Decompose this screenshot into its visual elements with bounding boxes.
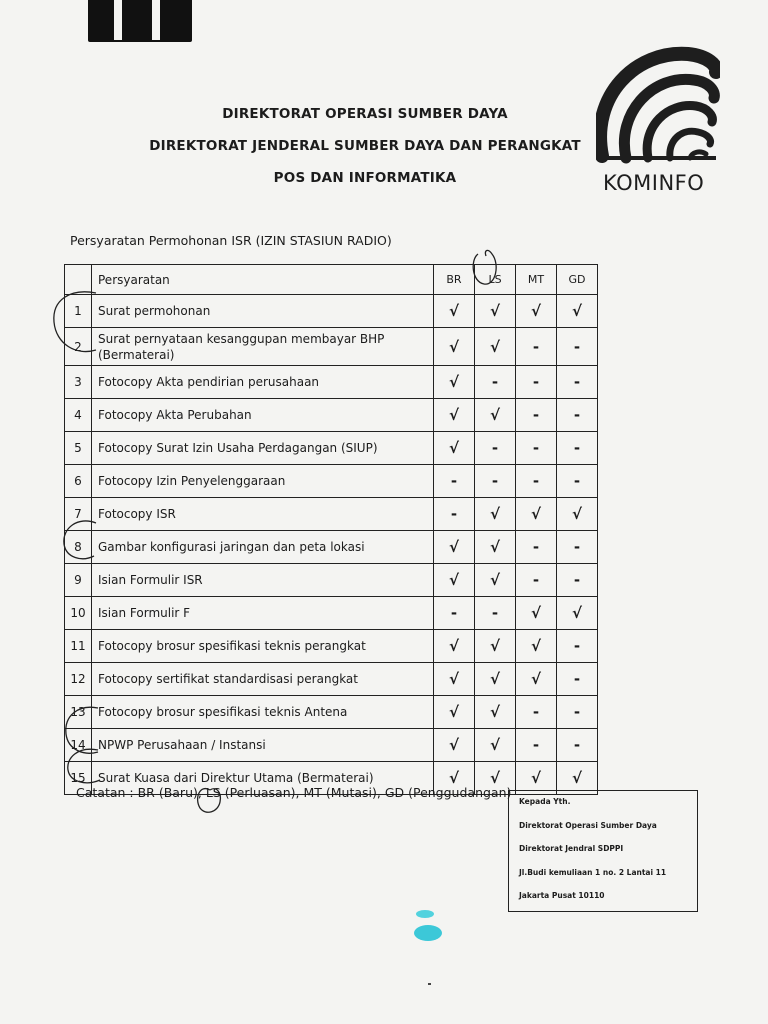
requirement-text: Fotocopy brosur spesifikasi teknis perangkat [92,630,434,663]
mark-ls: √ [475,696,516,729]
speck-mark [428,983,431,985]
mark-br: √ [434,399,475,432]
mark-ls: √ [475,564,516,597]
row-number: 9 [65,564,92,597]
mark-mt: - [516,696,557,729]
table-row [65,663,598,696]
table-row [65,432,598,465]
table-row [65,399,598,432]
mark-ls: √ [475,729,516,762]
mark-mt: √ [516,630,557,663]
mark-gd: - [557,564,598,597]
row-number: 5 [65,432,92,465]
row-number: 10 [65,597,92,630]
mark-br: √ [434,663,475,696]
mark-br: √ [434,729,475,762]
mark-ls: √ [475,531,516,564]
mark-mt: √ [516,498,557,531]
logo-wordmark: KOMINFO [603,171,705,195]
header-no [65,265,92,295]
mark-mt: - [516,729,557,762]
header-gd: GD [557,265,598,295]
mark-mt: √ [516,597,557,630]
address-box [508,790,698,912]
mark-br: √ [434,762,475,795]
row-number: 14 [65,729,92,762]
mark-ls: √ [475,295,516,328]
requirement-text: Fotocopy Surat Izin Usaha Perdagangan (SIUP) [92,432,434,465]
address-line: Direktorat Jendral SDPPI [519,844,624,853]
heading-line-2: DIREKTORAT JENDERAL SUMBER DAYA DAN PERANGKAT [149,138,581,154]
mark-ls: √ [475,328,516,366]
mark-br: - [434,597,475,630]
mark-ls: √ [475,630,516,663]
row-number: 7 [65,498,92,531]
heading-line-3: POS DAN INFORMATIKA [273,170,457,186]
table-row [65,597,598,630]
mark-mt: √ [516,762,557,795]
requirement-text: Fotocopy ISR [92,498,434,531]
mark-gd: - [557,630,598,663]
mark-ls: √ [475,762,516,795]
row-number: 15 [65,762,92,795]
table-header-row [65,265,598,295]
heading-line-1: DIREKTORAT OPERASI SUMBER DAYA [222,106,508,122]
mark-gd: - [557,432,598,465]
mark-gd: - [557,399,598,432]
mark-ls: - [475,465,516,498]
form-subtitle: Persyaratan Permohonan ISR (IZIN STASIUN RADIO) [70,233,392,248]
requirement-text: Fotocopy sertifikat standardisasi perangkat [92,663,434,696]
mark-gd: √ [557,597,598,630]
table-row [65,564,598,597]
mark-br: √ [434,531,475,564]
header-br: BR [434,265,475,295]
header-requirement: Persyaratan [92,265,434,295]
requirement-text: NPWP Perusahaan / Instansi [92,729,434,762]
mark-br: - [434,465,475,498]
mark-br: √ [434,564,475,597]
requirement-text: Fotocopy brosur spesifikasi teknis Antena [92,696,434,729]
table-row [65,366,598,399]
binder-clip [88,0,192,42]
ink-blot-mark [412,909,442,943]
mark-gd: - [557,465,598,498]
table-row [65,729,598,762]
mark-gd: - [557,366,598,399]
mark-br: √ [434,696,475,729]
header-ls: LS [475,265,516,295]
requirement-text: Fotocopy Izin Penyelenggaraan [92,465,434,498]
table-row [65,630,598,663]
mark-mt: - [516,564,557,597]
address-line: Direktorat Operasi Sumber Daya [519,820,657,830]
row-number: 11 [65,630,92,663]
table-row [65,498,598,531]
row-number: 4 [65,399,92,432]
binder-clip-gap [152,0,160,40]
mark-gd: √ [557,762,598,795]
mark-mt: - [516,531,557,564]
requirement-text: Fotocopy Akta pendirian perusahaan [92,366,434,399]
address-line: Jl.Budi kemuliaan 1 no. 2 Lantai 11 [519,867,667,877]
mark-mt: √ [516,663,557,696]
mark-br: √ [434,328,475,366]
mark-gd: √ [557,498,598,531]
legend-note: Catatan : BR (Baru), LS (Perluasan), MT (Mutasi), GD (Penggudangan) [76,785,512,800]
requirements-table [64,264,598,795]
row-number: 8 [65,531,92,564]
requirement-text: Isian Formulir F [92,597,434,630]
requirement-text: Surat permohonan [92,295,434,328]
row-number: 1 [65,295,92,328]
mark-gd: - [557,663,598,696]
mark-mt: - [516,432,557,465]
binder-clip-gap [114,0,122,40]
mark-ls: √ [475,498,516,531]
mark-br: √ [434,432,475,465]
mark-br: √ [434,630,475,663]
mark-gd: - [557,729,598,762]
requirement-text: Isian Formulir ISR [92,564,434,597]
mark-ls: - [475,366,516,399]
header-mt: MT [516,265,557,295]
mark-ls: √ [475,663,516,696]
mark-mt: √ [516,295,557,328]
mark-br: √ [434,295,475,328]
mark-gd: - [557,328,598,366]
mark-ls: - [475,432,516,465]
mark-mt: - [516,366,557,399]
mark-mt: - [516,328,557,366]
address-line: Jakarta Pusat 10110 [519,891,605,900]
row-number: 12 [65,663,92,696]
table-row [65,328,598,366]
mark-ls: - [475,597,516,630]
table-row [65,531,598,564]
requirement-text: Fotocopy Akta Perubahan [92,399,434,432]
row-number: 6 [65,465,92,498]
row-number: 2 [65,328,92,366]
mark-br: √ [434,366,475,399]
mark-mt: - [516,399,557,432]
mark-ls: √ [475,399,516,432]
table-row [65,465,598,498]
table-row [65,696,598,729]
requirement-text: Gambar konfigurasi jaringan dan peta lokasi [92,531,434,564]
mark-gd: √ [557,295,598,328]
mark-br: - [434,498,475,531]
requirement-text: Surat pernyataan kesanggupan membayar BHP (Bermaterai) [92,328,434,366]
requirement-text: Surat Kuasa dari Direktur Utama (Bermaterai) [92,762,434,795]
mark-gd: - [557,531,598,564]
mark-mt: - [516,465,557,498]
table-row [65,295,598,328]
row-number: 3 [65,366,92,399]
mark-gd: - [557,696,598,729]
row-number: 13 [65,696,92,729]
address-line: Kepada Yth. [519,797,571,806]
